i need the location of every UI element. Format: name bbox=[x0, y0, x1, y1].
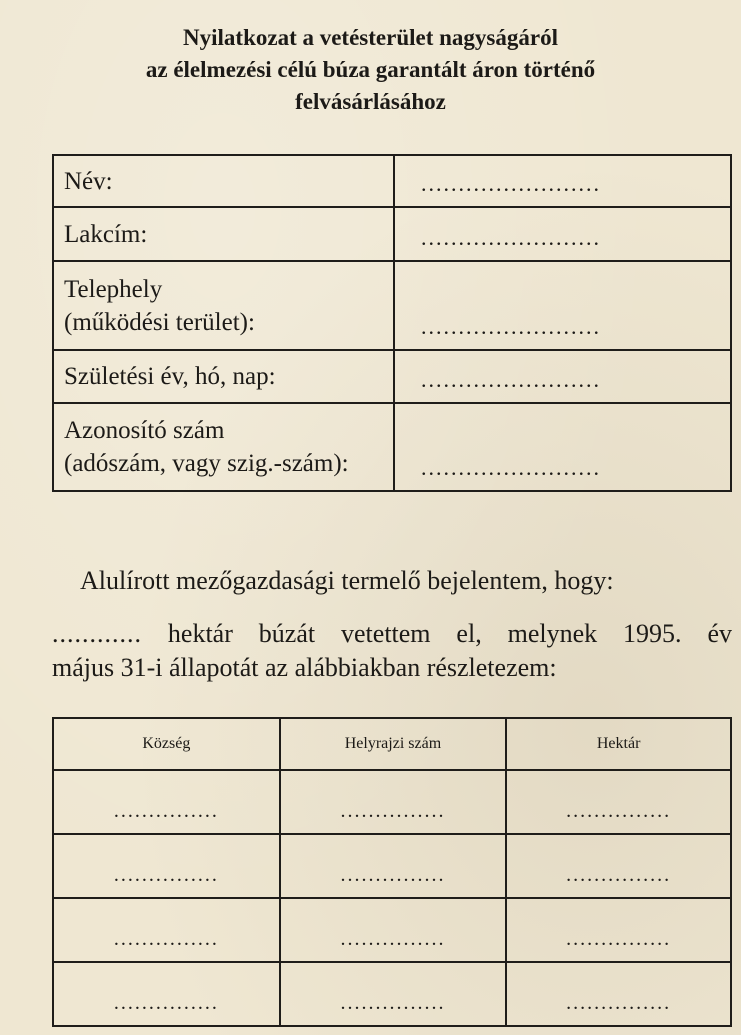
id-number-label: Azonosító szám (adószám, vagy szig.-szám): bbox=[53, 403, 394, 491]
village-cell[interactable]: ............... bbox=[53, 770, 280, 834]
column-header-parcel-number: Helyrajzi szám bbox=[280, 718, 507, 770]
parcel-number-cell[interactable]: ............... bbox=[280, 898, 507, 962]
parcel-number-cell[interactable]: ............... bbox=[280, 834, 507, 898]
parcel-number-cell[interactable]: ............... bbox=[280, 770, 507, 834]
birth-date-label: Születési év, hó, nap: bbox=[53, 350, 394, 403]
site-field[interactable]: ........................ bbox=[394, 261, 731, 350]
statement-line-3: május 31-i állapotát az alábbiakban részletezem: bbox=[52, 653, 557, 682]
hectare-total-blank[interactable]: ............ bbox=[52, 619, 142, 648]
village-cell[interactable]: ............... bbox=[53, 898, 280, 962]
column-header-village: Község bbox=[53, 718, 280, 770]
plots-table bbox=[52, 717, 732, 1027]
column-header-hectare: Hektár bbox=[506, 718, 731, 770]
statement-intro: Alulírott mezőgazdasági termelő bejelentem, hogy: bbox=[80, 566, 614, 595]
parcel-number-cell[interactable]: ............... bbox=[280, 962, 507, 1026]
statement-line-2-text: hektár búzát vetettem el, melynek 1995. év bbox=[167, 619, 732, 648]
name-row bbox=[53, 155, 731, 207]
address-field[interactable]: ........................ bbox=[394, 207, 731, 261]
plots-header-row bbox=[53, 718, 731, 770]
name-label: Név: bbox=[53, 155, 394, 207]
hectare-cell[interactable]: ............... bbox=[506, 834, 731, 898]
table-row bbox=[53, 770, 731, 834]
document-title bbox=[0, 22, 741, 118]
village-cell[interactable]: ............... bbox=[53, 834, 280, 898]
village-cell[interactable]: ............... bbox=[53, 962, 280, 1026]
table-row bbox=[53, 834, 731, 898]
title-line-2: az élelmezési célú búza garantált áron történő bbox=[145, 57, 596, 82]
id-number-field[interactable]: ........................ bbox=[394, 403, 731, 491]
address-row bbox=[53, 207, 731, 261]
statement-line-2 bbox=[52, 617, 732, 651]
birth-date-row bbox=[53, 350, 731, 403]
title-line-1: Nyilatkozat a vetésterület nagyságáról bbox=[183, 25, 558, 50]
site-row bbox=[53, 261, 731, 350]
birth-date-field[interactable]: ........................ bbox=[394, 350, 731, 403]
hectare-cell[interactable]: ............... bbox=[506, 898, 731, 962]
name-field[interactable]: ........................ bbox=[394, 155, 731, 207]
title-line-3: felvásárlásához bbox=[295, 89, 446, 114]
address-label: Lakcím: bbox=[53, 207, 394, 261]
table-row bbox=[53, 962, 731, 1026]
table-row bbox=[53, 898, 731, 962]
hectare-cell[interactable]: ............... bbox=[506, 770, 731, 834]
hectare-cell[interactable]: ............... bbox=[506, 962, 731, 1026]
id-number-row bbox=[53, 403, 731, 491]
personal-data-table bbox=[52, 154, 732, 492]
site-label: Telephely (működési terület): bbox=[53, 261, 394, 350]
